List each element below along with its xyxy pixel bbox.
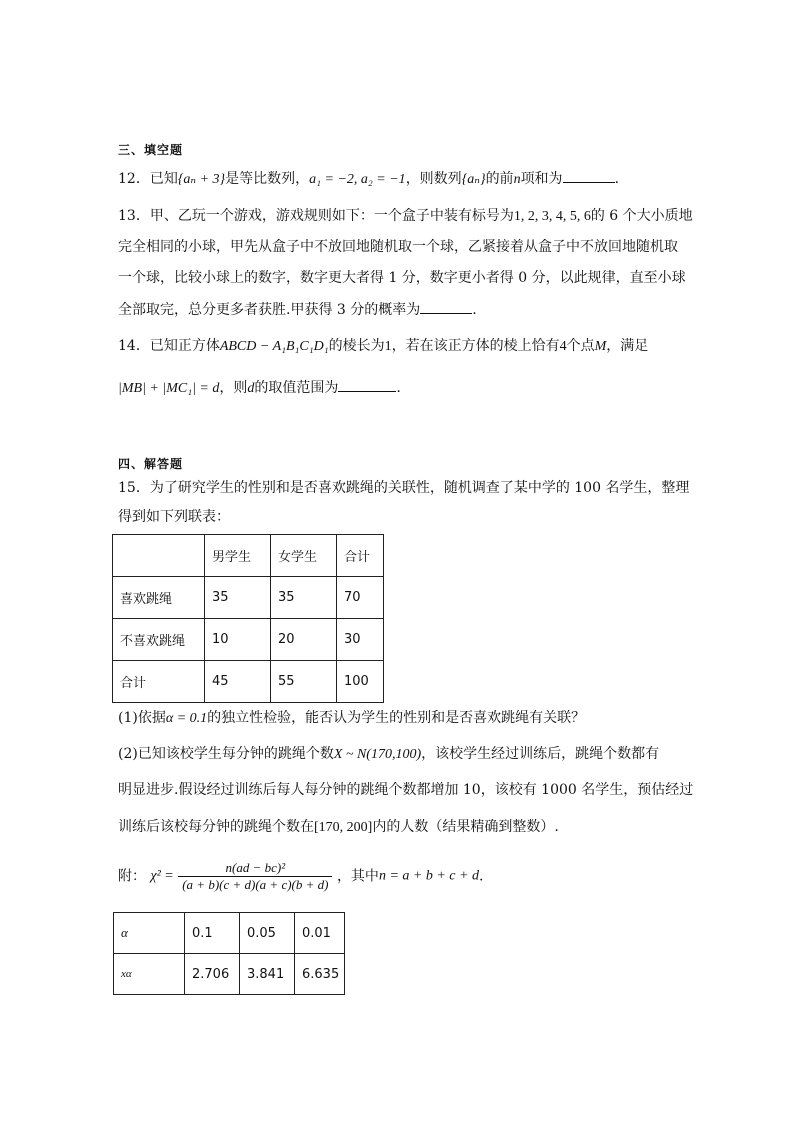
- q13-ball-numbers: 1, 2, 3, 4, 5, 6: [513, 209, 591, 224]
- q14-text-c: ，若在该正方体的棱上恰有: [391, 338, 560, 354]
- q15-part2-c: 训练后该校每分钟的跳绳个数在: [118, 819, 314, 835]
- q13-end: .: [472, 302, 477, 318]
- table-cell: 3.841: [240, 954, 295, 995]
- table-cell: 0.1: [185, 913, 240, 954]
- table-cell: xα: [114, 954, 185, 995]
- q15-part1-a: (1)依据: [118, 710, 166, 726]
- appendix-end: .: [478, 868, 484, 885]
- table-row: [113, 619, 384, 661]
- table-header-cell: 女学生: [271, 535, 337, 577]
- q14-point-m: M: [594, 339, 607, 354]
- question-13-line-2: 完全相同的小球，甲先从盒子中不放回地随机取一个球，乙紧接着从盒子中不放回地随机取: [118, 239, 678, 255]
- q13-text-4: 全部取完，总分更多者获胜.甲获得 3 分的概率为: [118, 302, 421, 318]
- q15-part1-b: 的独立性检验，能否认为学生的性别和是否喜欢跳绳有关联？: [207, 710, 586, 726]
- chi-square-fraction: [178, 860, 332, 893]
- q15-part2-a: (2)已知该校学生每分钟的跳绳个数: [118, 746, 334, 762]
- q12-mid: 是等比数列，: [225, 171, 310, 187]
- question-15-part-2-line-2: 明显进步.假设经过训练后每人每分钟的跳绳个数都增加 10，该校有 1000 名学生，预估经过: [118, 782, 694, 798]
- table-cell: 6.635: [295, 954, 345, 995]
- table-cell: 0.01: [295, 913, 345, 954]
- q15-interval: [170, 200]: [314, 820, 373, 835]
- question-15-line-1: 15．为了研究学生的性别和是否喜欢跳绳的关联性，随机调查了某中学的 100 名学生，整理: [118, 480, 690, 496]
- fraction-denominator: (a + b)(c + d)(a + c)(b + d): [178, 876, 332, 893]
- q14-text-b: 的棱长为: [328, 338, 385, 354]
- table-cell: 45: [205, 661, 271, 703]
- question-13-line-1: [118, 207, 693, 226]
- table-cell: α: [114, 913, 185, 954]
- table-header-row: [113, 535, 384, 577]
- table-header-cell: [113, 535, 205, 577]
- q12-sequence-an: {aₙ}: [461, 172, 486, 187]
- table-cell: 喜欢跳绳: [113, 577, 205, 619]
- q13-text-a: 13．甲、乙玩一个游戏，游戏规则如下：一个盒子中装有标号为: [118, 208, 514, 224]
- q14-end: .: [396, 380, 401, 396]
- section-title-solutions: 四、解答题: [118, 457, 184, 471]
- question-13-line-3: 一个球，比较小球上的数字，数字更大者得 1 分，数字更小者得 0 分，以此规律，直至小球: [118, 270, 686, 286]
- table-cell: 合计: [113, 661, 205, 703]
- contingency-table: [112, 534, 384, 703]
- table-row: [114, 913, 345, 954]
- chi-square-symbol: χ² =: [150, 868, 174, 884]
- table-cell: 30: [337, 619, 384, 661]
- table-row: [113, 577, 384, 619]
- question-15-part-2-line-3: [118, 818, 559, 837]
- table-cell: 10: [205, 619, 271, 661]
- q12-initial-terms: a₁ = −2, a₂ = −1: [309, 172, 406, 187]
- appendix-where: ，其中: [336, 868, 379, 885]
- q12-n: n: [513, 172, 521, 187]
- q13-text-b: 的 6 个大小质地: [590, 208, 693, 224]
- question-15-line-2: 得到如下列联表：: [118, 509, 230, 525]
- table-cell: 100: [337, 661, 384, 703]
- q14-text-f: ，则: [219, 380, 248, 396]
- table-cell: 0.05: [240, 913, 295, 954]
- table-header-cell: 男学生: [205, 535, 271, 577]
- question-13-line-4: [118, 301, 477, 319]
- q12-tail3: 项和为: [520, 171, 563, 187]
- answer-blank-12: [563, 170, 615, 183]
- q14-edge-length: 1: [384, 339, 392, 354]
- fraction-numerator: n(ad − bc)²: [225, 860, 286, 875]
- q15-part2-b: ，该校学生经过训练后，跳绳个数都有: [421, 746, 660, 762]
- q14-cube: ABCD − A₁B₁C₁D₁: [219, 339, 329, 354]
- table-cell: 2.706: [185, 954, 240, 995]
- table-cell: 70: [337, 577, 384, 619]
- q14-d: d: [247, 381, 255, 396]
- n-definition: n = a + b + c + d: [378, 868, 479, 884]
- table-cell: 55: [271, 661, 337, 703]
- table-cell: 20: [271, 619, 337, 661]
- q12-end: .: [614, 171, 620, 187]
- question-12: [118, 170, 619, 189]
- q14-four: 4: [559, 339, 567, 354]
- appendix-label: 附：: [118, 868, 146, 885]
- q12-tail2: 的前: [485, 171, 514, 187]
- question-14-line-2: [118, 379, 401, 398]
- q14-text-g: 的取值范围为: [254, 380, 339, 396]
- table-cell: 35: [271, 577, 337, 619]
- table-row: [114, 954, 345, 995]
- q14-condition: |MB| + |MC₁| = d: [118, 381, 220, 396]
- critical-value-table: [113, 912, 345, 995]
- q14-text-e: ，满足: [606, 338, 649, 354]
- q15-distribution: X ~ N(170,100): [333, 747, 422, 762]
- q14-text-a: 14．已知正方体: [118, 338, 220, 354]
- q12-tail: ，则数列: [405, 171, 462, 187]
- table-cell: 35: [205, 577, 271, 619]
- q14-text-d: 个点: [566, 338, 595, 354]
- appendix-formula: [118, 860, 483, 893]
- q15-part2-d: 内的人数（结果精确到整数）.: [372, 819, 559, 835]
- q12-lead: 12．已知: [118, 171, 178, 187]
- table-header-cell: 合计: [337, 535, 384, 577]
- table-row: [113, 661, 384, 703]
- question-14-line-1: [118, 337, 648, 356]
- q15-alpha: α = 0.1: [165, 711, 208, 726]
- answer-blank-13: [420, 301, 472, 314]
- question-15-part-2-line-1: [118, 745, 659, 764]
- table-cell: 不喜欢跳绳: [113, 619, 205, 661]
- question-15-part-1: [118, 709, 585, 728]
- q12-sequence: {aₙ + 3}: [177, 172, 226, 187]
- section-title-fill-in: 三、填空题: [118, 143, 184, 157]
- answer-blank-14: [338, 379, 396, 392]
